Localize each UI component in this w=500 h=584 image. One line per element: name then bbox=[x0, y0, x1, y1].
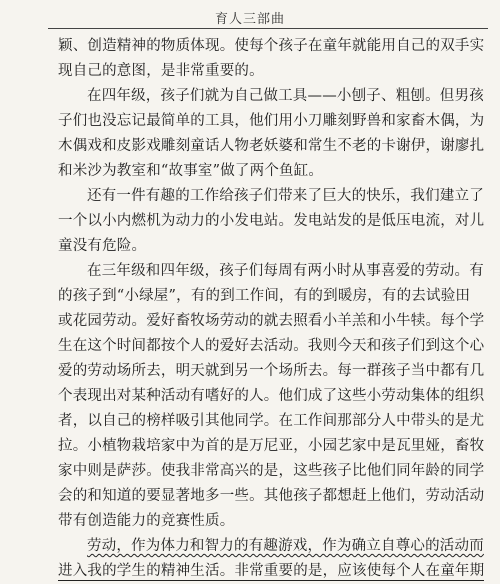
handwritten-underline: 劳动，作为体力和智力的有趣游戏，作为确立自尊心的活动而 bbox=[87, 538, 484, 554]
text-line: 子们也没忘记最简单的工具，他们用小刀雕刻野兽和家畜木偶，为 bbox=[58, 113, 485, 129]
text-line: 的孩子到“小绿屋”，有的到工作间，有的到暖房，有的去试验田 bbox=[58, 288, 471, 304]
paragraph-start-line: 还有一件有趣的工作给孩子们带来了巨大的快乐，我们建立了 bbox=[87, 188, 484, 204]
text-line: 家中则是萨莎。使我非常高兴的是，这些孩子比他们同年龄的同学 bbox=[58, 463, 485, 479]
text-line: 生在这个时间都按个人的爱好去活动。我则今天和孩子们到这个心 bbox=[58, 338, 485, 354]
text-line: 颖、创造精神的物质体现。使每个孩子在童年就能用自己的双手实 bbox=[58, 38, 485, 54]
text-line: 现自己的意图，是非常重要的。 bbox=[58, 63, 264, 79]
text-line: 童没有危险。 bbox=[58, 238, 147, 254]
text-line: 带有创造能力的竞赛性质。 bbox=[58, 513, 235, 529]
text-line: 会的和知道的要显著地多一些。其他孩子都想赶上他们，劳动活动 bbox=[58, 488, 485, 504]
text-line: 木偶戏和皮影戏雕刻童话人物老妖婆和常生不老的卡谢伊，谢廖扎 bbox=[58, 138, 485, 154]
text-line: 个表现出对某种活动有嗜好的人。他们成了这些小劳动集体的组织 bbox=[58, 388, 485, 404]
text-line: 拉。小植物栽培家中为首的是万尼亚，小园艺家中是瓦里娅，畜牧 bbox=[58, 438, 485, 454]
text-line: 者，以自己的榜样吸引其他同学。在工作间那部分人中带头的是尤 bbox=[58, 413, 485, 429]
text-line: 一个以小内燃机为动力的小发电站。发电站发的是低压电流，对儿 bbox=[58, 213, 485, 229]
page-body bbox=[58, 34, 490, 584]
text-line: 或花园劳动。爱好畜牧场劳动的就去照看小羊羔和小牛犊。每个学 bbox=[58, 313, 485, 329]
paragraph-start-line: 在四年级，孩子们就为自己做工具——小刨子、粗刨。但男孩 bbox=[87, 88, 484, 104]
text-line: 爱的劳动场所去，明天就到另一个场所去。每一群孩子当中都有几 bbox=[58, 363, 485, 379]
header-rule bbox=[48, 28, 488, 29]
handwritten-underline: 进入我的学生的精神生活。非常重要的是，应该使每个人在童年期 bbox=[58, 563, 485, 579]
running-header: 育人三部曲 bbox=[214, 12, 285, 27]
paragraph-start-line: 在三年级和四年级，孩子们每周有两小时从事喜爱的劳动。有 bbox=[87, 263, 484, 279]
text-line: 和米沙为教室和“故事室”做了两个鱼缸。 bbox=[58, 163, 324, 179]
underlined-line bbox=[58, 559, 490, 584]
underlined-line bbox=[58, 534, 490, 559]
